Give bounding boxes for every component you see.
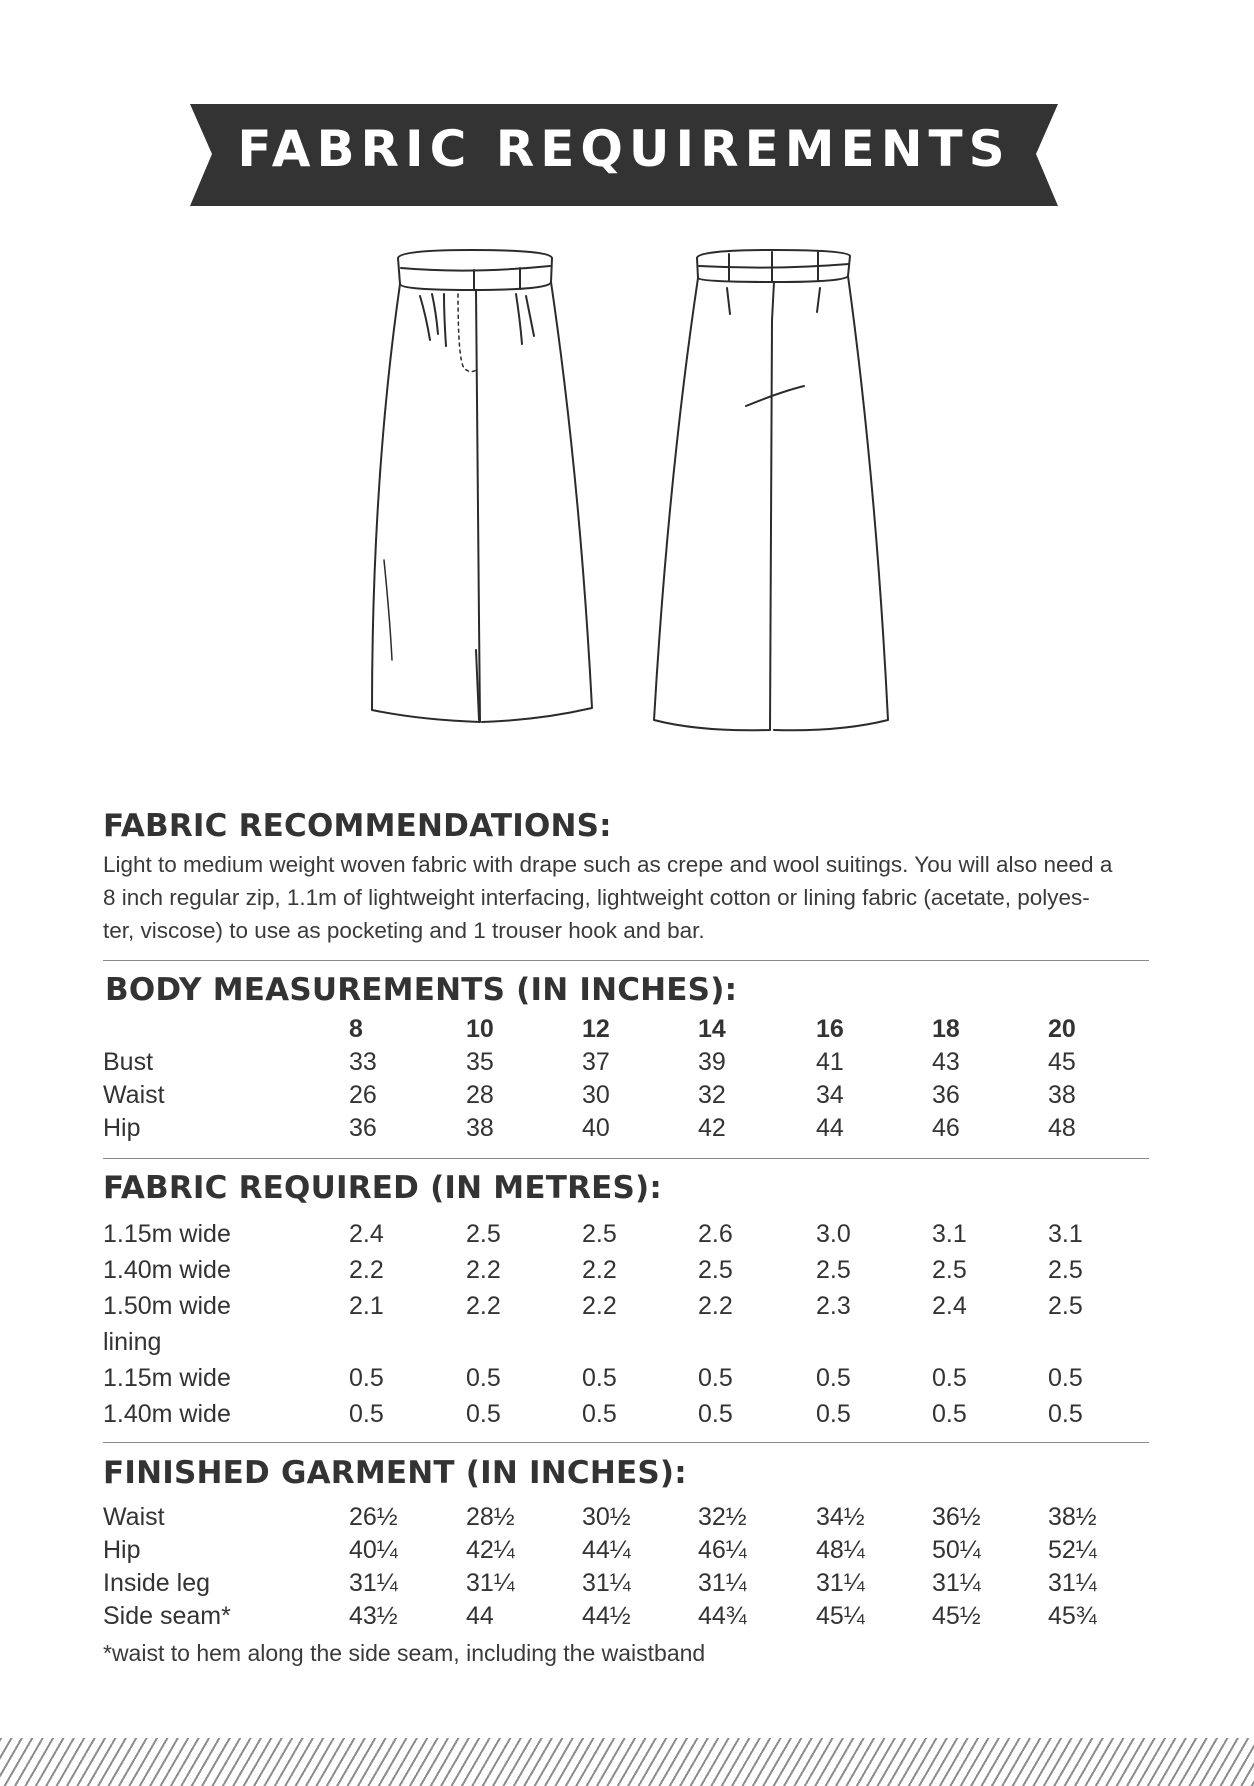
row-label: Bust: [103, 1048, 154, 1076]
table-cell: 36: [349, 1114, 377, 1142]
size-header: 18: [932, 1015, 960, 1043]
table-cell: 30: [582, 1081, 610, 1109]
table-cell: 2.3: [816, 1292, 851, 1320]
table-cell: 42: [698, 1114, 726, 1142]
table-cell: 0.5: [698, 1364, 733, 1392]
table-cell: 26½: [349, 1503, 398, 1531]
banner-ribbon: [0, 0, 1254, 220]
table-cell: 2.5: [1048, 1256, 1083, 1284]
trousers-front-icon: [372, 250, 592, 722]
table-cell: 2.5: [582, 1220, 617, 1248]
table-cell: 30½: [582, 1503, 631, 1531]
row-label: Hip: [103, 1114, 141, 1142]
table-cell: 34: [816, 1081, 844, 1109]
finished-garment-heading: FINISHED GARMENT (IN INCHES):: [103, 1455, 687, 1491]
table-cell: 0.5: [349, 1400, 384, 1428]
table-cell: 39: [698, 1048, 726, 1076]
row-label: Waist: [103, 1503, 165, 1531]
table-cell: 31¼: [932, 1569, 981, 1597]
row-label: 1.15m wide: [103, 1220, 231, 1248]
row-label: lining: [103, 1328, 162, 1356]
table-cell: 3.1: [932, 1220, 967, 1248]
table-cell: 28: [466, 1081, 494, 1109]
row-label: Side seam*: [103, 1602, 231, 1630]
size-header: 8: [349, 1015, 363, 1043]
table-cell: 0.5: [816, 1364, 851, 1392]
table-cell: 50¼: [932, 1536, 981, 1564]
table-cell: 31¼: [1048, 1569, 1097, 1597]
table-cell: 28½: [466, 1503, 515, 1531]
table-cell: 31¼: [466, 1569, 515, 1597]
row-label: 1.40m wide: [103, 1400, 231, 1428]
table-cell: 0.5: [582, 1400, 617, 1428]
size-header: 16: [816, 1015, 844, 1043]
table-cell: 2.5: [466, 1220, 501, 1248]
row-label: Hip: [103, 1536, 141, 1564]
table-cell: 32: [698, 1081, 726, 1109]
table-cell: 40¼: [349, 1536, 398, 1564]
table-cell: 44: [816, 1114, 844, 1142]
table-cell: 44½: [582, 1602, 631, 1630]
table-cell: 38: [466, 1114, 494, 1142]
row-label: 1.50m wide: [103, 1292, 231, 1320]
table-cell: 48: [1048, 1114, 1076, 1142]
table-cell: 0.5: [466, 1400, 501, 1428]
footnote: *waist to hem along the side seam, including the waistband: [103, 1640, 706, 1666]
row-label: 1.40m wide: [103, 1256, 231, 1284]
table-cell: 3.0: [816, 1220, 851, 1248]
table-cell: 44: [466, 1602, 494, 1630]
table-cell: 52¼: [1048, 1536, 1097, 1564]
trousers-back-icon: [654, 250, 888, 730]
table-cell: 2.6: [698, 1220, 733, 1248]
table-cell: 31¼: [816, 1569, 865, 1597]
table-cell: 44¾: [698, 1602, 747, 1630]
table-cell: 41: [816, 1048, 844, 1076]
size-header: 14: [698, 1015, 726, 1043]
table-cell: 37: [582, 1048, 610, 1076]
table-cell: 2.5: [1048, 1292, 1083, 1320]
table-cell: 0.5: [698, 1400, 733, 1428]
table-cell: 2.2: [349, 1256, 384, 1284]
row-label: 1.15m wide: [103, 1364, 231, 1392]
table-cell: 32½: [698, 1503, 747, 1531]
table-cell: 0.5: [932, 1400, 967, 1428]
trousers-illustration: [0, 240, 1254, 750]
table-cell: 45: [1048, 1048, 1076, 1076]
table-cell: 46¼: [698, 1536, 747, 1564]
table-cell: 2.2: [466, 1292, 501, 1320]
table-cell: 2.1: [349, 1292, 384, 1320]
table-cell: 40: [582, 1114, 610, 1142]
table-cell: 36: [932, 1081, 960, 1109]
fabric-required-heading: FABRIC REQUIRED (IN METRES):: [103, 1170, 663, 1206]
table-cell: 44¼: [582, 1536, 631, 1564]
body-measurements-heading: BODY MEASUREMENTS (IN INCHES):: [105, 972, 738, 1008]
table-cell: 31¼: [698, 1569, 747, 1597]
table-cell: 0.5: [582, 1364, 617, 1392]
table-cell: 2.5: [698, 1256, 733, 1284]
table-cell: 0.5: [349, 1364, 384, 1392]
size-header: 10: [466, 1015, 494, 1043]
row-label: Inside leg: [103, 1569, 211, 1597]
table-cell: 2.2: [466, 1256, 501, 1284]
table-cell: 2.2: [582, 1292, 617, 1320]
table-cell: 0.5: [1048, 1364, 1083, 1392]
recommendations-line: 8 inch regular zip, 1.1m of lightweight interfacing, lightweight cotton or lining fabric (acetate, polyes-: [103, 885, 1090, 910]
table-cell: 38½: [1048, 1503, 1097, 1531]
table-cell: 33: [349, 1048, 377, 1076]
table-cell: 31¼: [582, 1569, 631, 1597]
divider: [103, 1442, 1149, 1443]
table-cell: 35: [466, 1048, 494, 1076]
table-cell: 34½: [816, 1503, 865, 1531]
divider: [103, 1158, 1149, 1159]
table-cell: 46: [932, 1114, 960, 1142]
table-cell: 0.5: [932, 1364, 967, 1392]
table-cell: 0.5: [466, 1364, 501, 1392]
recommendations-heading: FABRIC RECOMMENDATIONS:: [103, 808, 612, 844]
table-cell: 45½: [932, 1602, 981, 1630]
decorative-stripe-border: [0, 1738, 1254, 1786]
row-label: Waist: [103, 1081, 165, 1109]
table-cell: 2.5: [816, 1256, 851, 1284]
size-header: 12: [582, 1015, 610, 1043]
recommendations-text: [103, 848, 1153, 947]
table-cell: 48¼: [816, 1536, 865, 1564]
table-cell: 38: [1048, 1081, 1076, 1109]
table-cell: 36½: [932, 1503, 981, 1531]
table-cell: 43: [932, 1048, 960, 1076]
table-cell: 2.4: [349, 1220, 384, 1248]
table-cell: 43½: [349, 1602, 398, 1630]
table-cell: 0.5: [816, 1400, 851, 1428]
table-cell: 2.2: [582, 1256, 617, 1284]
table-cell: 3.1: [1048, 1220, 1083, 1248]
table-cell: 2.5: [932, 1256, 967, 1284]
table-cell: 26: [349, 1081, 377, 1109]
divider: [103, 960, 1149, 961]
table-cell: 42¼: [466, 1536, 515, 1564]
recommendations-line: Light to medium weight woven fabric with drape such as crepe and wool suitings. You will also need a: [103, 852, 1113, 877]
table-cell: 45¾: [1048, 1602, 1097, 1630]
table-cell: 0.5: [1048, 1400, 1083, 1428]
page-title: FABRIC REQUIREMENTS: [237, 120, 1011, 178]
size-header: 20: [1048, 1015, 1076, 1043]
table-cell: 31¼: [349, 1569, 398, 1597]
table-cell: 2.4: [932, 1292, 967, 1320]
title-banner: [0, 0, 1254, 220]
table-cell: 45¼: [816, 1602, 865, 1630]
table-cell: 2.2: [698, 1292, 733, 1320]
recommendations-line: ter, viscose) to use as pocketing and 1 trouser hook and bar.: [103, 918, 705, 943]
